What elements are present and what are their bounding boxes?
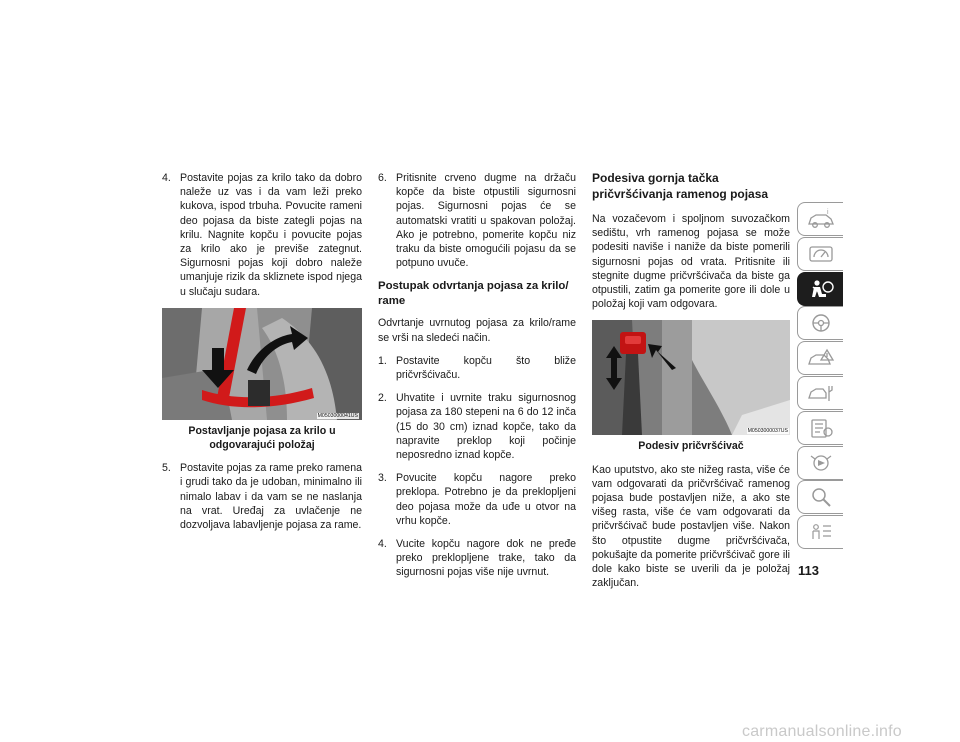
tab-index[interactable] — [797, 515, 843, 549]
list-number: 4. — [378, 538, 387, 551]
search-icon — [806, 486, 836, 508]
section-heading: Postupak odvrtanja pojasa za krilo/ rame — [378, 280, 569, 307]
list-text: Postavite pojas za krilo tako da dobro naleže uz vas i da vam leži preko kukova, ispod trbuha. Povucite rameni deo pojasa da biste zategli pojas na krilu. Nagnite kopču i povucite pojas za krilo ako je previše zategnut. Sigurnosni pojas koji dobro naleže umanjuje rizik da skliznete ispod njega u slučaju sudara. — [180, 172, 362, 298]
multimedia-icon — [806, 452, 836, 474]
airbag-safety-icon — [806, 278, 836, 300]
list-number: 6. — [378, 172, 387, 184]
list-text: Povucite kopču nagore preko preklopa. Potrebno je da preklopljeni deo pojasa može da uđe u otvor na vrhu kopče. — [396, 472, 576, 527]
list-number: 3. — [378, 472, 387, 485]
tab-multimedia[interactable] — [797, 446, 843, 480]
paragraph: Kao uputstvo, ako ste nižeg rasta, više će vam odgovarati da pričvršćivač ramenog pojasa bude postavljen niže, a ako ste višeg rasta, više će vam odgovarati da pričvršćivač bude postavljen više. Nakon što otpustite dugme pričvršćivača, pokušajte da pomerite pričvršćivač gore ili dole kako biste se uverili da je položaj zaključan. — [592, 463, 790, 590]
steering-wheel-icon — [806, 312, 836, 334]
list-number: 5. — [162, 462, 171, 475]
figure-code: M0503000041US — [317, 412, 358, 419]
tab-safety[interactable] — [797, 272, 843, 306]
list-text: Postavite kopču što bliže pričvršćivaču. — [396, 354, 576, 382]
service-tools-icon — [806, 382, 836, 404]
tab-specifications[interactable] — [797, 411, 843, 445]
page-number: 113 — [798, 563, 819, 578]
paragraph: Na vozačevom i spoljnom suvozačkom sedištu, vrh ramenog pojasa se može podesiti naviše i naniže da biste pomerili sigurnosni pojas od vrata. Pritisnite ili stegnite dugme pričvršćivača da biste ga otpustili, zatim ga pomerite gore ili dole u položaj koji vam odgovara. — [592, 213, 790, 311]
list-text: Postavite pojas za rame preko ramena i grudi tako da je udoban, minimalno ili nimalo labav i da vam se ne naslanja na vrat. Uređaj za uvlačenje ne dozvoljava labavljenje pojasa za rame. — [180, 462, 362, 532]
list-text: Vucite kopču nagore dok ne pređe preko preklopljene trake, tako da sigurnosni pojas više nije uvrnut. — [396, 538, 576, 579]
seat-belt-lap-figure — [162, 308, 362, 420]
tab-driving[interactable] — [797, 306, 843, 340]
list-item — [378, 471, 576, 528]
dashboard-icon — [806, 243, 836, 265]
list-number: 2. — [378, 392, 387, 405]
list-item — [378, 391, 576, 462]
tab-emergency[interactable] — [797, 341, 843, 375]
list-item — [378, 537, 576, 580]
tab-car-info[interactable] — [797, 202, 843, 236]
middle-column — [378, 171, 576, 589]
chapter-tabs — [797, 202, 843, 550]
section-heading: Podesiva gornja tačka pričvršćivanja ramenog pojasa — [592, 171, 769, 201]
tab-search[interactable] — [797, 480, 843, 514]
watermark: carmanualsonline.info — [742, 723, 902, 740]
tab-dashboard[interactable] — [797, 237, 843, 271]
list-number: 4. — [162, 172, 171, 184]
adjustable-anchor-figure — [592, 320, 792, 435]
figure-code: M0503000037US — [747, 428, 788, 435]
section-intro: Odvrtanje uvrnutog pojasa za krilo/rame se vrši na sledeći način. — [378, 317, 576, 344]
list-item — [378, 354, 576, 382]
anchor-illustration — [592, 320, 790, 435]
list-text: Uhvatite i uvrnite traku sigurnosnog pojasa za 180 stepeni na 6 do 12 inča (15 do 30 cm) iznad kopče, tako da napravite preklop koji počinje neposredno iznad kopče. — [396, 392, 576, 462]
list-item — [162, 171, 362, 299]
list-item — [378, 171, 576, 270]
car-info-icon — [806, 208, 836, 230]
right-column — [592, 171, 790, 599]
list-text: Pritisnite crveno dugme na držaču kopče da biste otpustili sigurnosni pojas. Sigurnosni pojas će se automatski vratiti u spakovan položaj. Ako je potrebno, pomerite kopču niz traku da biste omogućili pojasu da se potpuno uvuče. — [396, 172, 576, 270]
left-column — [162, 171, 362, 541]
list-item — [162, 461, 362, 532]
figure-caption: Postavljanje pojasa za krilo u odgovarajući položaj — [188, 424, 336, 452]
svg-text:i: i — [826, 209, 829, 216]
list-number: 1. — [378, 354, 387, 367]
tab-service[interactable] — [797, 376, 843, 410]
figure-caption: Podesiv pričvršćivač — [638, 440, 744, 453]
index-icon — [806, 521, 836, 543]
lap-belt-illustration — [162, 308, 362, 420]
car-warning-icon — [806, 347, 836, 369]
specifications-icon — [806, 417, 836, 439]
